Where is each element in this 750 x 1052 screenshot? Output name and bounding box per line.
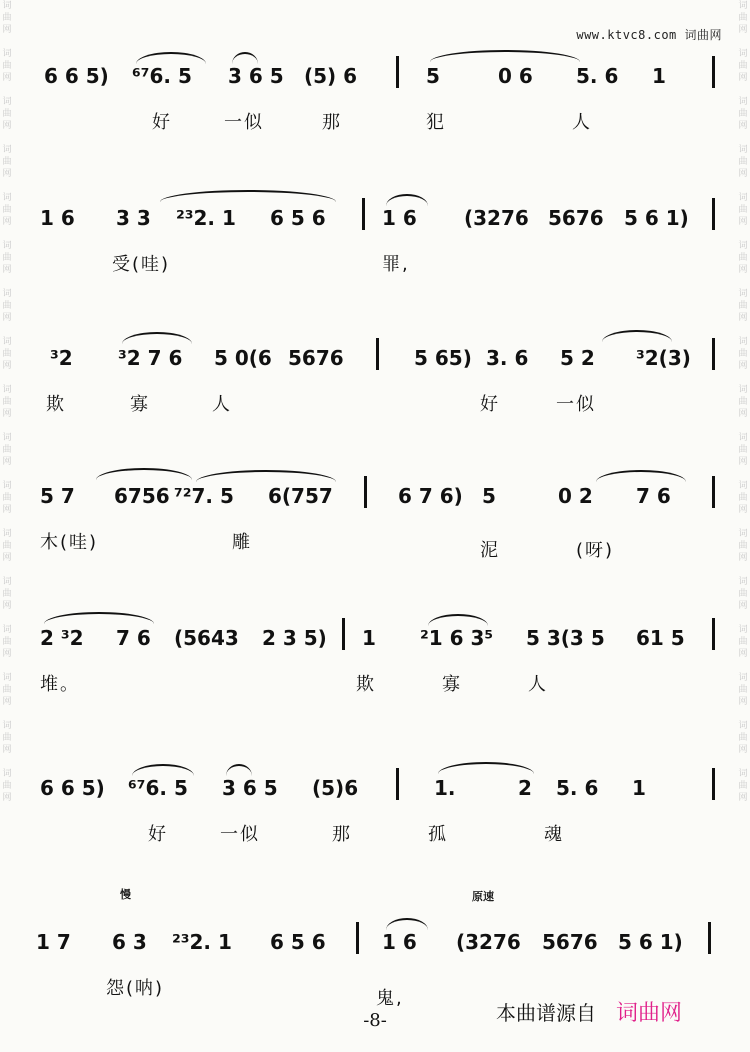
note-group: 1 [652,64,666,88]
lyric: 犯 [426,112,446,133]
page-number: -8- [363,1010,387,1031]
note-group: 3 3 [116,206,151,230]
margin-watermark-char: 曲 [738,733,748,743]
margin-watermark-char: 词 [738,481,748,491]
margin-watermark-char: 网 [2,793,12,803]
note-group: 1. [434,776,456,800]
note-group: 6 6 5) [40,776,105,800]
margin-watermark-char: 词 [738,625,748,635]
lyric: 人 [572,112,592,133]
margin-watermark-char: 曲 [738,13,748,23]
slur [428,614,488,626]
lyric: 一似 [224,112,264,133]
slur [596,470,686,482]
note-group: 1 6 [382,206,417,230]
note-group: ³2 7 6 [118,346,183,370]
margin-watermark-char: 网 [2,697,12,707]
margin-watermark-char: 曲 [2,445,12,455]
lyric: 人 [528,674,548,695]
note-group: 5 [426,64,440,88]
note-group: 5676 [542,930,598,954]
margin-watermark-char: 词 [2,481,12,491]
margin-watermark-char: 曲 [738,349,748,359]
note-group: 5 7 [40,484,75,508]
note-group: 5676 [288,346,344,370]
brand-logo[interactable]: 词曲网 [616,1001,683,1026]
margin-watermark-char: 曲 [738,253,748,263]
margin-watermark-char: 曲 [2,349,12,359]
slur [96,468,192,480]
bar-line [396,768,399,800]
margin-watermark-char: 词 [738,289,748,299]
margin-watermark-char: 词 [2,433,12,443]
note-group: 1 6 [40,206,75,230]
score-system-4 [0,484,750,604]
margin-watermark-char: 曲 [738,109,748,119]
score-system-7 [0,888,750,1050]
credit-text: 本曲谱源自 [496,1001,596,1025]
margin-watermark-char: 词 [738,49,748,59]
note-group: 5. 6 [576,64,619,88]
score-system-5 [0,626,750,746]
margin-watermark-char: 曲 [2,253,12,263]
margin-watermark-char: 曲 [2,541,12,551]
margin-watermark-gap [0,36,14,48]
margin-watermark-char: 曲 [738,541,748,551]
lyric: 寡 [442,674,462,695]
margin-watermark-char: 词 [2,529,12,539]
margin-watermark-char: 网 [2,25,12,35]
bar-line [712,618,715,650]
lyric: 欺 [356,674,376,695]
lyric: 好 [148,824,168,845]
tempo-mark: 慢 [120,888,131,901]
margin-watermark-char: 词 [2,145,12,155]
slur [430,50,580,62]
margin-watermark-char: 曲 [738,397,748,407]
note-group: 2 ³2 [40,626,84,650]
note-group: 0 6 [498,64,533,88]
margin-watermark-char: 网 [2,361,12,371]
margin-watermark-char: 词 [738,241,748,251]
bar-line [712,198,715,230]
note-group: 6 5 6 [270,930,326,954]
lyric: 罪, [382,254,410,275]
margin-watermark-char: 网 [738,601,748,611]
lyric: 好 [480,394,500,415]
score-system-1 [0,64,750,184]
bar-line [342,618,345,650]
margin-watermark-char: 词 [738,433,748,443]
margin-watermark-char: 曲 [2,13,12,23]
margin-watermark-char: 曲 [2,685,12,695]
lyric: 木(哇) [40,532,99,553]
margin-watermark-char: 网 [2,217,12,227]
note-group: ²³2. 1 [172,930,232,954]
lyric: 雕 [232,532,252,553]
score-system-2 [0,206,750,326]
margin-watermark-char: 曲 [2,205,12,215]
margin-watermark-char: 曲 [738,301,748,311]
margin-watermark-char: 网 [738,409,748,419]
margin-watermark-char: 网 [738,361,748,371]
note-group: 7 6 [116,626,151,650]
margin-watermark-char: 词 [738,385,748,395]
note-group: 6(757 [268,484,333,508]
lyric: 一似 [220,824,260,845]
margin-watermark-char: 曲 [2,61,12,71]
score-system-6 [0,776,750,896]
note-group: 1 [632,776,646,800]
margin-watermark-char: 词 [2,193,12,203]
margin-watermark-char: 网 [738,217,748,227]
margin-watermark-char: 词 [2,385,12,395]
note-group: 1 [362,626,376,650]
margin-watermark-gap [0,612,14,624]
note-group: ²³2. 1 [176,206,236,230]
margin-watermark-char: 曲 [2,397,12,407]
margin-watermark-char: 网 [738,505,748,515]
lyric: 孤 [428,824,448,845]
margin-watermark-char: 词 [2,625,12,635]
margin-watermark-char: 词 [738,577,748,587]
lyric: 一似 [556,394,596,415]
margin-watermark-gap [736,756,750,768]
margin-watermark-char: 曲 [738,157,748,167]
margin-watermark-char: 网 [738,313,748,323]
lyric: 欺 [46,394,66,415]
margin-watermark-char: 词 [738,1,748,11]
note-group: 7 6 [636,484,671,508]
margin-watermark-char: 曲 [738,205,748,215]
note-group: (3276 [456,930,521,954]
note-group: 0 2 [558,484,593,508]
margin-watermark-char: 曲 [738,685,748,695]
margin-watermark-char: 词 [2,721,12,731]
note-group: 2 3 5) [262,626,327,650]
note-group: 6756 [114,484,170,508]
margin-watermark-char: 曲 [2,781,12,791]
margin-watermark-gap [736,612,750,624]
tempo-mark: 原速 [472,890,494,903]
margin-watermark-char: 词 [2,1,12,11]
site-watermark: www.ktvc8.com 词曲网 [576,28,722,42]
note-group: 1 6 [382,930,417,954]
margin-watermark-char: 网 [2,649,12,659]
margin-watermark-char: 曲 [738,61,748,71]
score-system-3 [0,346,750,466]
margin-watermark-char: 词 [738,193,748,203]
margin-watermark-char: 曲 [738,637,748,647]
margin-watermark-gap [736,468,750,480]
bar-line [364,476,367,508]
margin-watermark-char: 曲 [738,445,748,455]
note-group: 3 6 5 [228,64,284,88]
margin-watermark-char: 曲 [2,301,12,311]
note-group: 5 3(3 5 [526,626,605,650]
note-group: 5 6 1) [618,930,683,954]
margin-watermark-char: 曲 [2,157,12,167]
margin-watermark-char: 曲 [2,733,12,743]
margin-watermark-char: 网 [2,121,12,131]
margin-watermark-char: 曲 [738,493,748,503]
margin-watermark-char: 网 [2,313,12,323]
bar-line [362,198,365,230]
margin-watermark-char: 网 [2,601,12,611]
lyric: 魂 [544,824,564,845]
margin-watermark-char: 网 [2,169,12,179]
slur [44,612,154,624]
bar-line [712,56,715,88]
slur [232,52,258,64]
note-group: 5. 6 [556,776,599,800]
source-credit [496,996,682,1027]
note-group: 6 7 6) [398,484,463,508]
lyric: 怨(呐) [106,978,165,999]
note-group: 6 5 6 [270,206,326,230]
margin-watermark-char: 网 [738,697,748,707]
note-group: 5 6 1) [624,206,689,230]
margin-watermark-char: 网 [738,745,748,755]
note-group: 5676 [548,206,604,230]
slur [386,194,428,206]
bar-line [396,56,399,88]
lyric: 受(哇) [112,254,171,275]
slur [602,330,672,342]
note-group: ⁷²7. 5 [174,484,234,508]
margin-watermark-char: 曲 [2,637,12,647]
note-group: 61 5 [636,626,685,650]
note-group: ³2 [50,346,73,370]
bar-line [376,338,379,370]
margin-watermark-char: 词 [2,97,12,107]
lyric: 那 [322,112,342,133]
margin-watermark-char: 词 [2,769,12,779]
margin-watermark-char: 网 [2,457,12,467]
lyric: 泥 [480,540,500,561]
slur [196,470,336,482]
slur [136,52,206,64]
note-group: ⁶⁷6. 5 [132,64,192,88]
bar-line [712,768,715,800]
lyric: (呀) [576,540,615,561]
margin-watermark-char: 网 [738,457,748,467]
margin-watermark-char: 曲 [738,781,748,791]
lyric: 好 [152,112,172,133]
margin-watermark-char: 词 [2,241,12,251]
margin-watermark-char: 网 [738,25,748,35]
margin-watermark-char: 网 [2,265,12,275]
margin-watermark-gap [736,36,750,48]
bar-line [708,922,711,954]
margin-watermark-char: 网 [2,73,12,83]
margin-watermark-char: 词 [738,529,748,539]
margin-watermark-char: 网 [2,745,12,755]
note-group: 6 3 [112,930,147,954]
note-group: ⁶⁷6. 5 [128,776,188,800]
margin-watermark-char: 网 [2,505,12,515]
margin-watermark-char: 网 [738,649,748,659]
margin-watermark-char: 网 [738,121,748,131]
margin-watermark-char: 词 [738,97,748,107]
slur [160,190,336,202]
margin-watermark-gap [0,468,14,480]
note-group: (5) 6 [304,64,358,88]
margin-watermark-char: 曲 [2,109,12,119]
lyric: 寡 [130,394,150,415]
lyric: 那 [332,824,352,845]
bar-line [356,922,359,954]
margin-watermark-char: 网 [738,793,748,803]
slur [386,918,428,930]
note-group: ³2(3) [636,346,691,370]
slur [438,762,534,774]
margin-watermark-char: 曲 [2,493,12,503]
note-group: 5 2 [560,346,595,370]
note-group: 1 7 [36,930,71,954]
margin-watermark-char: 词 [738,673,748,683]
margin-watermark-char: 曲 [2,589,12,599]
margin-watermark-char: 网 [738,265,748,275]
slur [132,764,194,776]
margin-watermark-gap [0,756,14,768]
margin-watermark-char: 词 [738,337,748,347]
note-group: 3. 6 [486,346,529,370]
note-group: 2 [518,776,532,800]
margin-watermark-char: 网 [738,169,748,179]
margin-watermark-char: 词 [2,673,12,683]
note-group: (5643 [174,626,239,650]
note-group: 5 65) [414,346,472,370]
margin-watermark-char: 词 [738,145,748,155]
margin-watermark-char: 词 [738,721,748,731]
bar-line [712,338,715,370]
lyric: 人 [212,394,232,415]
margin-watermark-char: 网 [738,553,748,563]
lyric: 堆。 [40,674,80,695]
margin-watermark-char: 网 [2,409,12,419]
bar-line [712,476,715,508]
margin-watermark-char: 网 [738,73,748,83]
note-group: 3 6 5 [222,776,278,800]
margin-watermark-char: 曲 [738,589,748,599]
note-group: 5 0(6 [214,346,272,370]
margin-watermark-char: 网 [2,553,12,563]
margin-watermark-char: 词 [738,769,748,779]
slur [226,764,252,776]
margin-watermark-char: 词 [2,289,12,299]
note-group: (3276 [464,206,529,230]
margin-watermark-char: 词 [2,337,12,347]
lyric: 鬼, [376,988,404,1009]
slur [122,332,192,344]
note-group: ²1 6 3⁵ [420,626,494,650]
margin-watermark-char: 词 [2,577,12,587]
note-group: 5 [482,484,496,508]
note-group: (5)6 [312,776,359,800]
note-group: 6 6 5) [44,64,109,88]
margin-watermark-char: 词 [2,49,12,59]
